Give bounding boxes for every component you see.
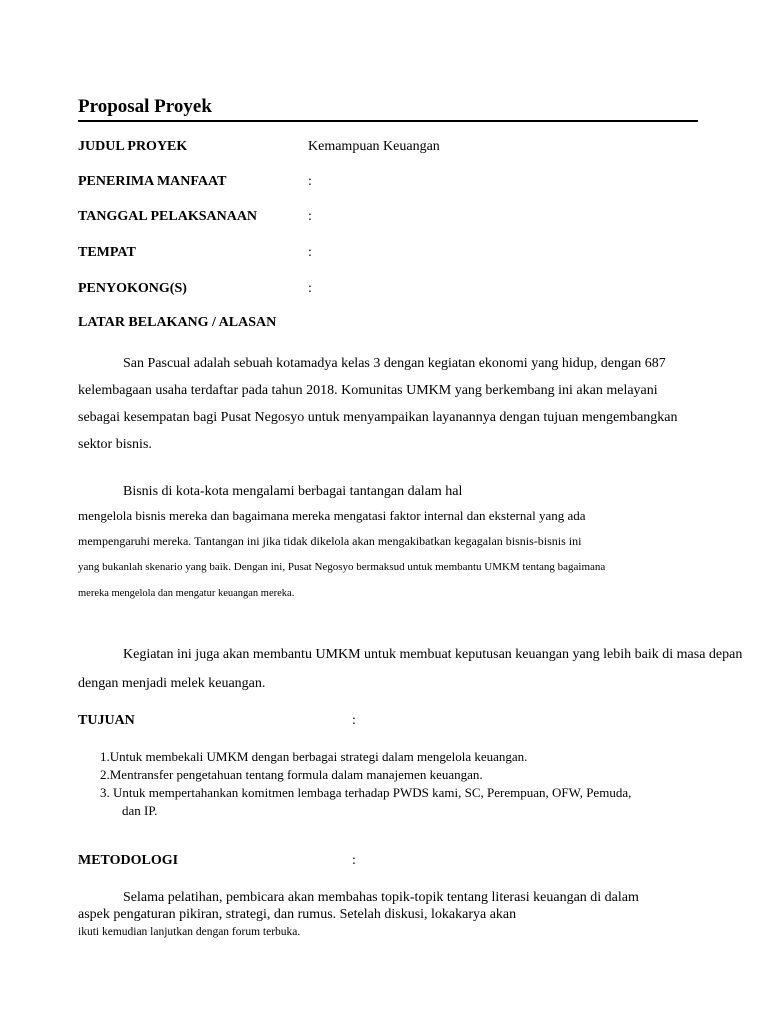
text-line: San Pascual adalah sebuah kotamadya kelas 3 dengan kegiatan ekonomi yang hidup, dengan 687: [123, 356, 666, 371]
text-line: mengelola bisnis mereka dan bagaimana mereka mengatasi faktor internal dan eksternal yang ada: [78, 508, 586, 523]
text-line: aspek pengaturan pikiran, strategi, dan rumus. Setelah diskusi, lokakarya akan: [78, 907, 517, 922]
text-line: Selama pelatihan, pembicara akan membahas topik-topik tentang literasi keuangan di dalam: [123, 890, 639, 905]
text-line: yang bukanlah skenario yang baik. Dengan ini, Pusat Negosyo bermaksud untuk membantu UMKM tentang bagaimana: [78, 561, 606, 573]
field-value-penerima: :: [308, 174, 312, 189]
objectives-colon: :: [352, 713, 356, 728]
background-paragraph-3: [78, 640, 748, 698]
field-label-tanggal: TANGGAL PELAKSANAAN: [78, 209, 258, 224]
objectives-heading: TUJUAN: [78, 713, 135, 728]
field-value-judul: Kemampuan Keuangan: [308, 139, 440, 154]
field-value-tanggal: :: [308, 209, 312, 224]
background-heading: LATAR BELAKANG / ALASAN: [78, 315, 277, 330]
text-line: sektor bisnis.: [78, 437, 152, 452]
background-paragraph-1: [78, 350, 748, 458]
field-label-judul: JUDUL PROYEK: [78, 139, 188, 154]
text-line: Bisnis di kota-kota mengalami berbagai tantangan dalam hal: [123, 484, 463, 499]
document-title: Proposal Proyek: [78, 96, 212, 117]
text-line: kelembagaan usaha terdaftar pada tahun 2018. Komunitas UMKM yang berkembang ini akan melayani: [78, 383, 658, 398]
text-line: dengan menjadi melek keuangan.: [78, 676, 266, 691]
list-item: dan IP.: [122, 803, 158, 818]
background-paragraph-2: [78, 482, 748, 607]
objectives-list: [100, 748, 631, 820]
text-line: sebagai kesempatan bagi Pusat Negosyo untuk menyampaikan layanannya dengan tujuan mengembangkan: [78, 410, 678, 425]
methodology-heading: METODOLOGI: [78, 853, 179, 868]
title-underline: [78, 120, 698, 122]
field-value-penyokong: :: [308, 281, 312, 296]
text-line: Kegiatan ini juga akan membantu UMKM untuk membuat keputusan keuangan yang lebih baik di masa depan: [123, 647, 743, 662]
text-line: mempengaruhi mereka. Tantangan ini jika tidak dikelola akan mengakibatkan kegagalan bisnis-bisnis ini: [78, 534, 582, 548]
list-item: 2.Mentransfer pengetahuan tentang formula dalam manajemen keuangan.: [100, 767, 483, 782]
text-line: mereka mengelola dan mengatur keuangan mereka.: [78, 588, 295, 599]
list-item: 1.Untuk membekali UMKM dengan berbagai strategi dalam mengelola keuangan.: [100, 749, 528, 764]
field-label-penerima: PENERIMA MANFAAT: [78, 174, 227, 189]
methodology-paragraph: [78, 889, 748, 941]
field-value-tempat: :: [308, 245, 312, 260]
text-line: ikuti kemudian lanjutkan dengan forum terbuka.: [78, 926, 301, 938]
list-item: 3. Untuk mempertahankan komitmen lembaga terhadap PWDS kami, SC, Perempuan, OFW, Pemuda,: [100, 785, 632, 800]
field-label-tempat: TEMPAT: [78, 245, 136, 260]
methodology-colon: :: [352, 853, 356, 868]
field-label-penyokong: PENYOKONG(S): [78, 281, 187, 296]
